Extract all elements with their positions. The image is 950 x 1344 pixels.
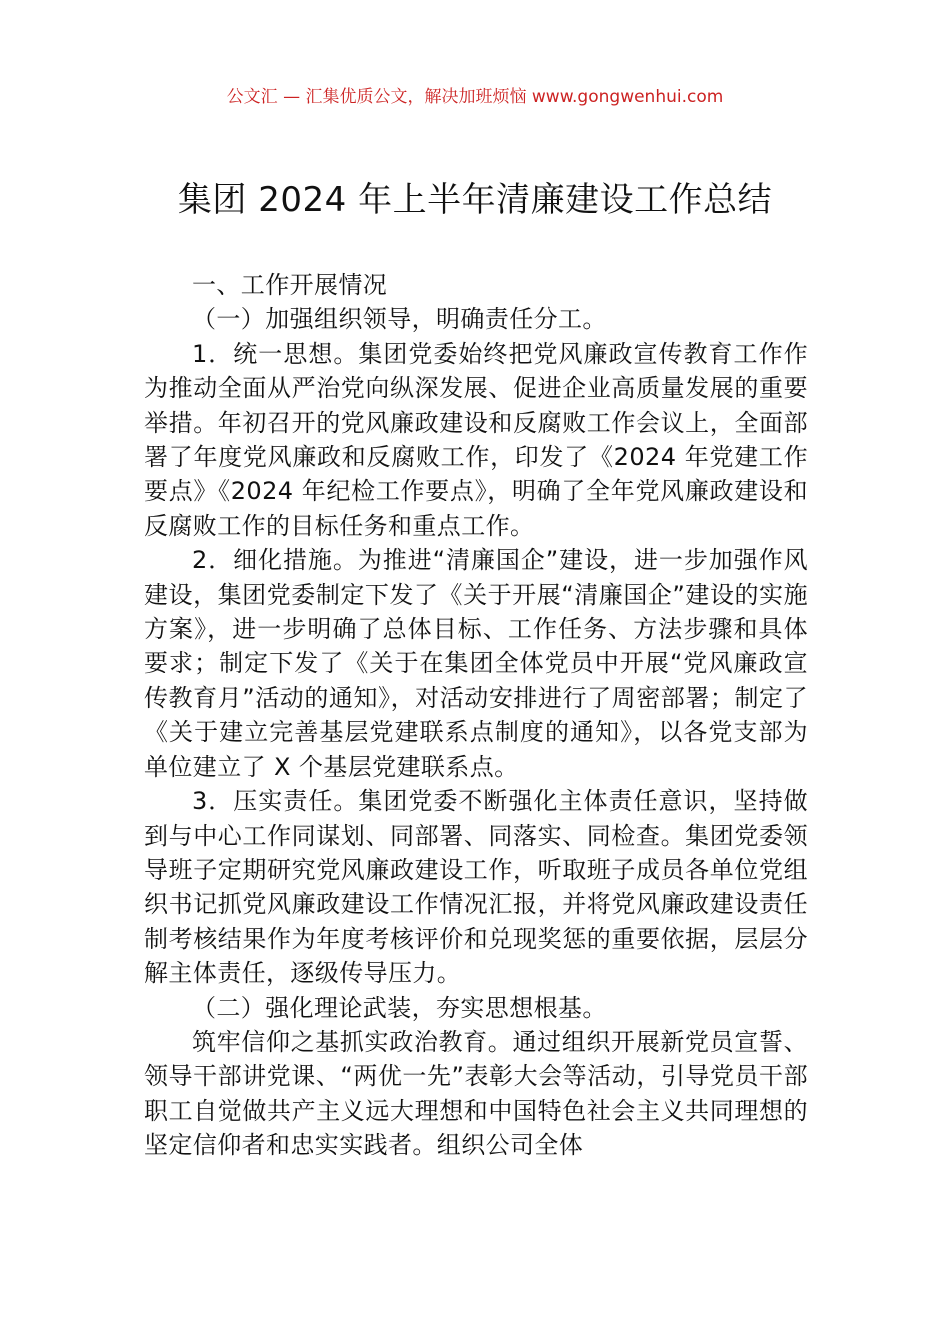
document-title: 集团 2024 年上半年清廉建设工作总结 [177, 180, 773, 220]
body-paragraph: 2．细化措施。为推进“清廉国企”建设，进一步加强作风建设，集团党委制定下发了《关于开展“清廉国企”建设的实施方案》，进一步明确了总体目标、工作任务、方法步骤和具体要求；制定下发了《关于在集团全体党员中开展“党风廉政宣传教育月”活动的通知》，对活动安排进行了周密部署；制定了《关于建立完善基层党建联系点制度的通知》，以各党支部为单位建立了 X 个基层党建联系点。 [144, 546, 808, 781]
site-banner: 公文汇 — 汇集优质公文，解决加班烦恼 www.gongwenhui.com [226, 87, 724, 107]
body-paragraph: 3．压实责任。集团党委不断强化主体责任意识，坚持做到与中心工作同谋划、同部署、同落实、同检查。集团党委领导班子定期研究党风廉政建设工作，听取班子成员各单位党组织书记抓党风廉政建设工作情况汇报，并将党风廉政建设责任制考核结果作为年度考核评价和兑现奖惩的重要依据，层层分解主体责任，逐级传导压力。 [144, 787, 808, 988]
body-paragraph: 1．统一思想。集团党委始终把党风廉政宣传教育工作作为推动全面从严治党向纵深发展、促进企业高质量发展的重要举措。年初召开的党风廉政建设和反腐败工作会议上，全面部署了年度党风廉政和反腐败工作，印发了《2024 年党建工作要点》《2024 年纪检工作要点》，明确了全年党风廉政建设和反腐败工作的目标任务和重点工作。 [144, 339, 808, 540]
document-body [144, 268, 808, 1163]
body-paragraph: 筑牢信仰之基抓实政治教育。通过组织开展新党员宣誓、领导干部讲党课、“两优一先”表彰大会等活动，引导党员干部职工自觉做共产主义远大理想和中国特色社会主义共同理想的坚定信仰者和忠实实践者。组织公司全体 [144, 1027, 808, 1160]
section-heading: 一、工作开展情况 [192, 271, 388, 299]
subsection-heading: （一）加强组织领导，明确责任分工。 [192, 305, 607, 334]
subsection-heading: （二）强化理论武装，夯实思想根基。 [192, 993, 607, 1022]
